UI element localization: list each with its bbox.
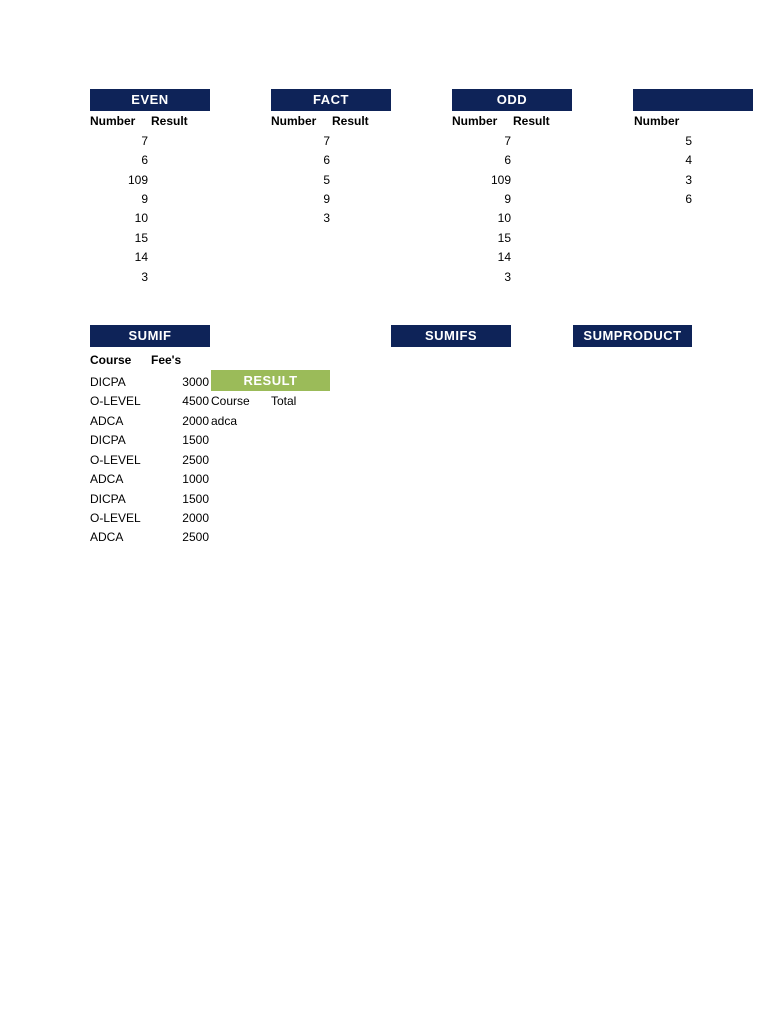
sumif-fee-cell: 1000 <box>182 472 209 486</box>
fourth-number-cell: 3 <box>685 173 692 187</box>
result-course-value[interactable]: adca <box>211 414 238 428</box>
odd-number-cell: 7 <box>504 134 511 148</box>
sumif-course-cell: O-LEVEL <box>90 453 141 467</box>
fact-number-cell: 9 <box>323 192 330 206</box>
sumif-fee-cell: 2500 <box>182 530 209 544</box>
sumif-fee-cell: 1500 <box>182 433 209 447</box>
sumif-fee-cell: 1500 <box>182 492 209 506</box>
fact-number-cell: 7 <box>323 134 330 148</box>
fourth-number-cell: 6 <box>685 192 692 206</box>
fact-number-col-header: Number <box>271 114 317 128</box>
sumifs-header: SUMIFS <box>391 325 511 347</box>
sumif-fee-cell: 2000 <box>182 511 209 525</box>
sumif-course-cell: DICPA <box>90 492 126 506</box>
fourth-number-cell: 4 <box>685 153 692 167</box>
even-number-cell: 3 <box>141 270 148 284</box>
result-total-col-header: Total <box>271 394 297 408</box>
sumif-course-cell: DICPA <box>90 375 126 389</box>
sumif-course-cell: ADCA <box>90 414 124 428</box>
odd-number-cell: 9 <box>504 192 511 206</box>
even-number-cell: 14 <box>134 250 148 264</box>
fact-number-cell: 5 <box>323 173 330 187</box>
sumif-course-cell: O-LEVEL <box>90 394 141 408</box>
even-number-cell: 7 <box>141 134 148 148</box>
even-number-cell: 10 <box>134 211 148 225</box>
odd-number-cell: 109 <box>490 173 511 187</box>
result-header: RESULT <box>211 370 330 391</box>
even-number-cell: 109 <box>127 173 148 187</box>
odd-number-cell: 14 <box>497 250 511 264</box>
even-number-cell: 9 <box>141 192 148 206</box>
sumif-fees-col-header: Fee's <box>151 353 182 367</box>
fact-number-cell: 6 <box>323 153 330 167</box>
odd-header: ODD <box>452 89 572 111</box>
sumif-course-cell: ADCA <box>90 530 124 544</box>
sumif-course-cell: ADCA <box>90 472 124 486</box>
fact-header: FACT <box>271 89 391 111</box>
odd-number-col-header: Number <box>452 114 498 128</box>
sumif-fee-cell: 3000 <box>182 375 209 389</box>
odd-number-cell: 6 <box>504 153 511 167</box>
odd-number-cell: 15 <box>497 231 511 245</box>
sumproduct-header: SUMPRODUCT <box>573 325 692 347</box>
odd-result-col-header: Result <box>513 114 550 128</box>
even-number-cell: 6 <box>141 153 148 167</box>
sumif-header: SUMIF <box>90 325 210 347</box>
sumif-course-cell: DICPA <box>90 433 126 447</box>
sumif-fee-cell: 4500 <box>182 394 209 408</box>
odd-number-cell: 10 <box>497 211 511 225</box>
fact-result-col-header: Result <box>332 114 369 128</box>
fourth-number-cell: 5 <box>685 134 692 148</box>
sumif-course-col-header: Course <box>90 353 132 367</box>
even-number-col-header: Number <box>90 114 136 128</box>
even-result-col-header: Result <box>151 114 188 128</box>
sumif-course-cell: O-LEVEL <box>90 511 141 525</box>
even-header: EVEN <box>90 89 210 111</box>
even-number-cell: 15 <box>134 231 148 245</box>
fourth-header <box>633 89 753 111</box>
fact-number-cell: 3 <box>323 211 330 225</box>
sumif-fee-cell: 2500 <box>182 453 209 467</box>
sumif-fee-cell: 2000 <box>182 414 209 428</box>
fourth-number-col-header: Number <box>634 114 680 128</box>
result-course-col-header: Course <box>211 394 250 408</box>
odd-number-cell: 3 <box>504 270 511 284</box>
